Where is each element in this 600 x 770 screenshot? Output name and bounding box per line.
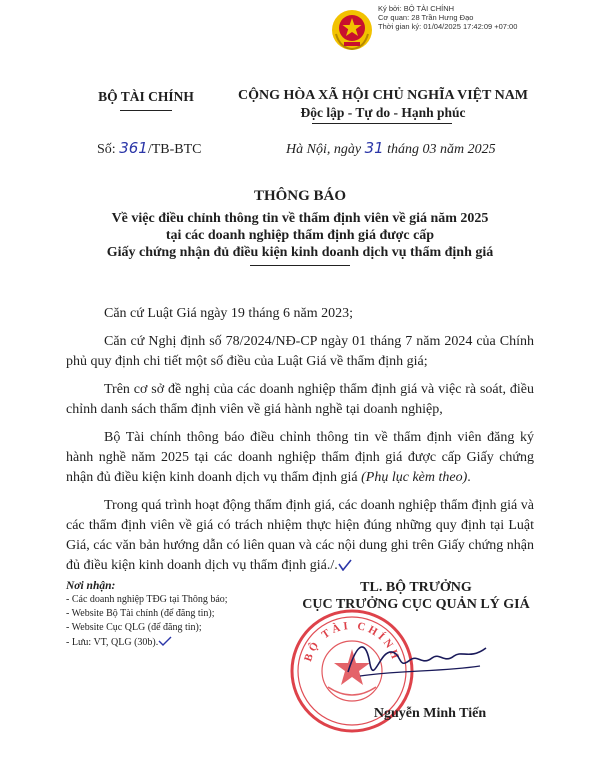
- body-paragraph: Căn cứ Nghị định số 78/2024/NĐ-CP ngày 01 tháng 7 năm 2024 của Chính phủ quy định chi tiết một số điều của Luật Giá về thẩm định giá;: [66, 334, 534, 369]
- doc-number-prefix: Số:: [97, 142, 120, 157]
- recipient-item: - Các doanh nghiệp TĐG tại Thông báo;: [66, 594, 228, 605]
- body-paragraph: [66, 496, 534, 576]
- date-prefix: Hà Nội, ngày: [286, 142, 365, 157]
- document-date: [286, 139, 496, 158]
- body-paragraph: [66, 428, 534, 488]
- signer-name: Nguyễn Minh Tiến: [373, 706, 487, 721]
- recipients-heading: Nơi nhận:: [66, 580, 116, 592]
- motto-underline: [312, 123, 452, 124]
- appendix-note: (Phụ lục kèm theo): [361, 470, 468, 485]
- recipient-item: - Website Bộ Tài chính (để đăng tin);: [66, 608, 215, 619]
- national-motto: Độc lập - Tự do - Hạnh phúc: [300, 105, 466, 120]
- signature-address: Cơ quan: 28 Trần Hưng Đạo: [378, 13, 474, 22]
- national-header: [238, 87, 528, 121]
- recipients-block: [66, 579, 296, 650]
- paragraph-text: Bộ Tài chính thông báo điều chỉnh thông tin về thẩm định viên đăng ký hành nghề năm 2025 tại các doanh nghiệp thẩm định giá được cấp Giấy chứng nhận đủ điều kiện kinh doanh dịch vụ thẩm định giá: [66, 430, 534, 485]
- subject-underline: [250, 265, 350, 266]
- checkmark-icon: [158, 635, 172, 647]
- issuing-agency: BỘ TÀI CHÍNH: [98, 89, 194, 104]
- document-number: [97, 139, 202, 158]
- nation-name: CỘNG HÒA XÃ HỘI CHỦ NGHĨA VIỆT NAM: [238, 88, 529, 103]
- recipient-item: [66, 635, 296, 650]
- subject-line: Giấy chứng nhận đủ điều kiện kinh doanh dịch vụ thẩm định giá: [106, 245, 494, 260]
- checkmark-icon: [338, 559, 352, 571]
- body-paragraph: Căn cứ Luật Giá ngày 19 tháng 6 năm 2023;: [104, 306, 354, 321]
- doc-number-suffix: /TB-BTC: [147, 142, 202, 157]
- signer-title-line2: CỤC TRƯỞNG CỤC QUẢN LÝ GIÁ: [302, 597, 530, 612]
- handwritten-signature: [340, 630, 500, 690]
- signer-title-line1: TL. BỘ TRƯỞNG: [360, 580, 472, 595]
- document-title: THÔNG BÁO: [253, 188, 347, 204]
- signature-signer: Ký bởi: BỘ TÀI CHÍNH: [378, 4, 455, 13]
- subject-line: tại các doanh nghiệp thẩm định giá được cấp: [165, 228, 435, 243]
- body-paragraph: Trên cơ sở đề nghị của các doanh nghiệp thẩm định giá và việc rà soát, điều chỉnh danh sách thẩm định viên về giá hành nghề tại doanh nghiệp,: [66, 382, 534, 417]
- svg-text:BỘ TÀI CHÍNH: BỘ TÀI CHÍNH: [302, 619, 402, 664]
- date-suffix: tháng 03 năm 2025: [383, 142, 496, 157]
- recipient-item-text: - Lưu: VT, QLG (30b).: [66, 637, 159, 648]
- document-subject: [80, 210, 520, 261]
- paragraph-end: .: [467, 470, 471, 485]
- digital-signature-info: [332, 4, 517, 31]
- signature-time: Thời gian ký: 01/04/2025 17:42:09 +07:00: [378, 22, 518, 31]
- subject-line: Về việc điều chỉnh thông tin về thẩm định viên về giá năm 2025: [111, 211, 489, 226]
- agency-underline: [120, 110, 172, 111]
- paragraph-text: Trong quá trình hoạt động thẩm định giá, các doanh nghiệp thẩm định giá và các thẩm định viên về giá có trách nhiệm thực hiện đúng những quy định tại Luật Giá, các văn bản hướng dẫn có liên quan và các nội dung ghi trên Giấy chứng nhận đủ điều kiện kinh doanh dịch vụ thẩm định giá./.: [66, 498, 534, 573]
- recipient-item: - Website Cục QLG (để đăng tin);: [66, 622, 202, 633]
- doc-number-handwritten: 361: [119, 139, 148, 157]
- date-day-handwritten: 31: [364, 139, 384, 157]
